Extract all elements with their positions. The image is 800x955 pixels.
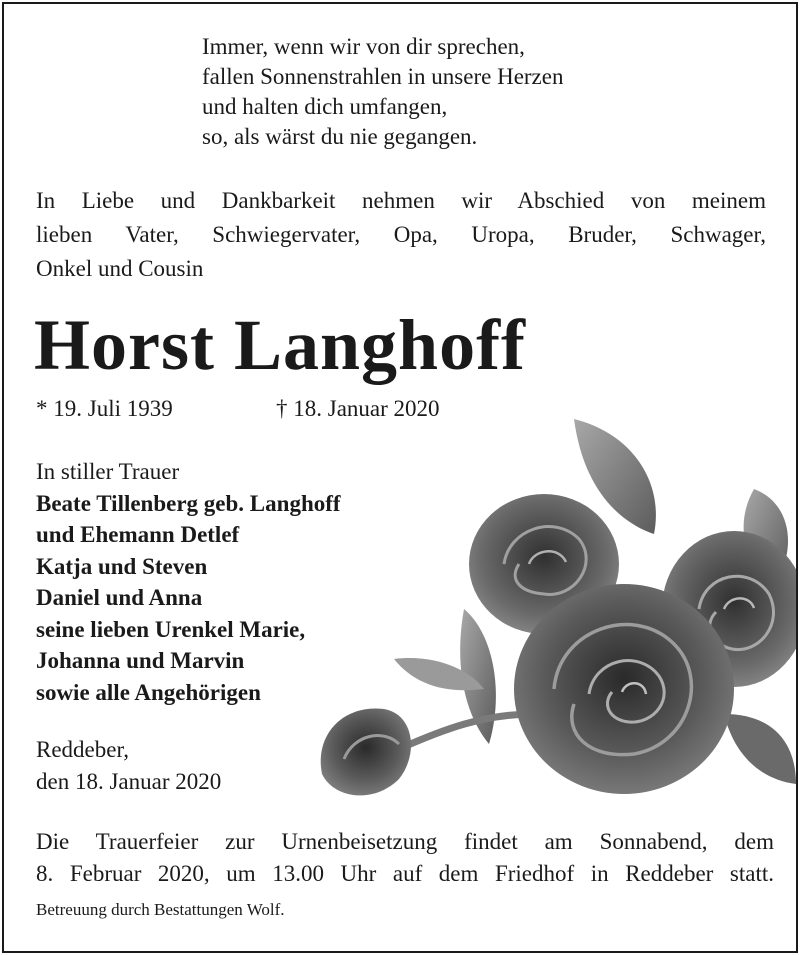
place-city: Reddeber, (36, 737, 129, 762)
intro-text (36, 184, 766, 286)
poem-line: und halten dich umfangen, (202, 94, 448, 119)
leaf-shape (724, 714, 796, 784)
mourners-heading: In stiller Trauer (36, 459, 180, 484)
roses-illustration (304, 414, 796, 809)
birth-date: * 19. Juli 1939 (36, 396, 173, 421)
deceased-name: Horst Langhoff (34, 305, 527, 385)
stem-shape (399, 714, 534, 749)
rosebud-shape (321, 708, 411, 795)
service-info (36, 826, 774, 890)
funeral-home-note: Betreuung durch Bestattungen Wolf. (36, 900, 285, 919)
poem (202, 32, 563, 152)
place-date (36, 734, 221, 798)
place-date-text: den 18. Januar 2020 (36, 769, 222, 794)
obituary-card (2, 2, 798, 953)
death-date: † 18. Januar 2020 (276, 396, 440, 421)
mourner-line: Beate Tillenberg geb. Langhoff (36, 490, 341, 516)
mourner-line: Daniel und Anna (36, 585, 203, 610)
poem-line: fallen Sonnenstrahlen in unsere Herzen (202, 64, 564, 89)
life-dates (36, 394, 440, 424)
poem-line: so, als wärst du nie gegangen. (202, 124, 478, 149)
mourners-block (36, 456, 341, 708)
intro-line: lieben Vater, Schwiegervater, Opa, Uropa, Bruder, Schwager, (36, 222, 766, 247)
mourner-line: Katja und Steven (36, 553, 208, 579)
intro-line: Onkel und Cousin (36, 256, 204, 281)
service-line: 8. Februar 2020, um 13.00 Uhr auf dem Friedhof in Reddeber statt. (36, 861, 774, 886)
poem-line: Immer, wenn wir von dir sprechen, (202, 34, 525, 59)
mourner-line: Johanna und Marvin (36, 648, 245, 673)
intro-line: In Liebe und Dankbarkeit nehmen wir Abschied von meinem (36, 188, 766, 213)
mourner-line: seine lieben Urenkel Marie, (36, 616, 306, 642)
service-line: Die Trauerfeier zur Urnenbeisetzung findet am Sonnabend, dem (36, 829, 774, 854)
mourner-line: und Ehemann Detlef (36, 522, 240, 547)
mourner-line: sowie alle Angehörigen (36, 679, 261, 705)
